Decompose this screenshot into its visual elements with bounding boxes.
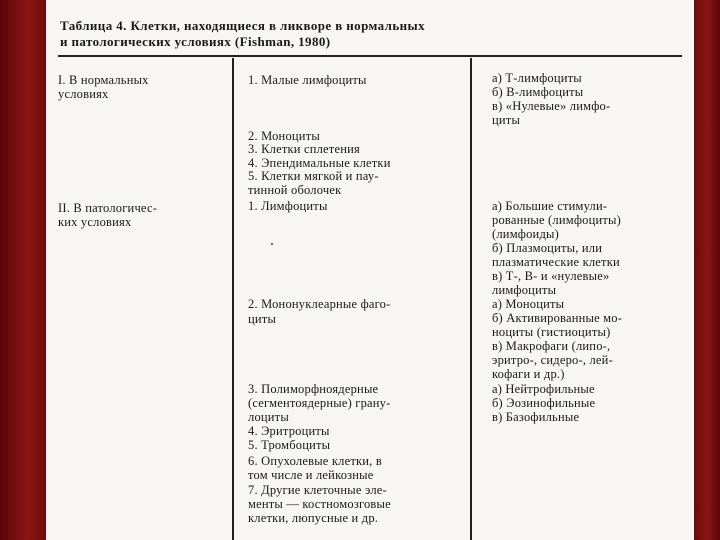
cell-type-line: 3. Клетки сплетения (248, 142, 360, 156)
subtype-line: а) Т-лимфоциты (492, 71, 582, 85)
cell-type-line: клетки, люпусные и др. (248, 511, 379, 525)
scan-speck (271, 243, 273, 245)
row-pathology-label-line-1: II. В патологичес- (58, 201, 158, 215)
subtype-line: а) Большие стимули- (492, 199, 608, 213)
row-pathology-label-line-2: ких условиях (58, 215, 132, 229)
cell-type-line: 2. Моноциты (248, 129, 320, 143)
subtype-line: эритро-, сидеро-, лей- (492, 353, 613, 367)
table-title-line-1: Таблица 4. Клетки, находящиеся в ликворе в нормальных (60, 18, 425, 33)
subtype-line: а) Нейтрофильные (492, 382, 595, 396)
column-divider-1 (232, 58, 234, 540)
cell-type-line: том числе и лейкозные (248, 468, 374, 482)
cell-type-line: 5. Тромбоциты (248, 438, 331, 452)
subtype-line: б) Эозинофильные (492, 396, 596, 410)
cell-type-line: тинной оболочек (248, 183, 342, 197)
table-top-rule (58, 55, 682, 57)
subtype-line: в) Т-, В- и «нулевые» (492, 269, 610, 283)
subtype-line: кофаги и др.) (492, 367, 565, 381)
cell-type-line: 1. Лимфоциты (248, 199, 328, 213)
subtype-line: в) «Нулевые» лимфо- (492, 99, 611, 113)
slide-frame-left (0, 0, 46, 540)
cell-type-line: (сегментоядерные) грану- (248, 396, 391, 410)
cell-type-line: лоциты (248, 410, 289, 424)
cell-type-line: 2. Мононуклеарные фаго- (248, 297, 391, 311)
cell-type-line: 3. Полиморфноядерные (248, 382, 379, 396)
cell-type-line: менты — костномозговые (248, 497, 391, 511)
subtype-line: ноциты (гистиоциты) (492, 325, 611, 339)
subtype-line: в) Макрофаги (липо-, (492, 339, 611, 353)
subtype-line: лимфоциты (492, 283, 557, 297)
subtype-line: в) Базофильные (492, 410, 580, 424)
cell-type-line: 7. Другие клеточные эле- (248, 483, 387, 497)
subtype-line: рованные (лимфоциты) (492, 213, 621, 227)
row-normal-label-line-1: I. В нормальных (58, 73, 149, 87)
slide-frame-right (694, 0, 720, 540)
cell-type-line: циты (248, 312, 277, 326)
table-title-line-2: и патологических условиях (Fishman, 1980) (60, 34, 331, 49)
column-divider-2 (470, 58, 472, 540)
cell-type-line: 5. Клетки мягкой и пау- (248, 169, 379, 183)
subtype-line: плазматические клетки (492, 255, 620, 269)
cell-type-line: 6. Опухолевые клетки, в (248, 454, 382, 468)
subtype-line: б) Активированные мо- (492, 311, 623, 325)
cell-type-line: 1. Малые лимфоциты (248, 73, 367, 87)
subtype-line: а) Моноциты (492, 297, 565, 311)
subtype-line: б) В-лимфоциты (492, 85, 584, 99)
scanned-table-page (46, 0, 694, 540)
cell-type-line: 4. Эритроциты (248, 424, 330, 438)
subtype-line: циты (492, 113, 521, 127)
subtype-line: б) Плазмоциты, или (492, 241, 603, 255)
row-normal-label-line-2: условиях (58, 87, 109, 101)
cell-type-line: 4. Эпендимальные клетки (248, 156, 391, 170)
subtype-line: (лимфоиды) (492, 227, 559, 241)
